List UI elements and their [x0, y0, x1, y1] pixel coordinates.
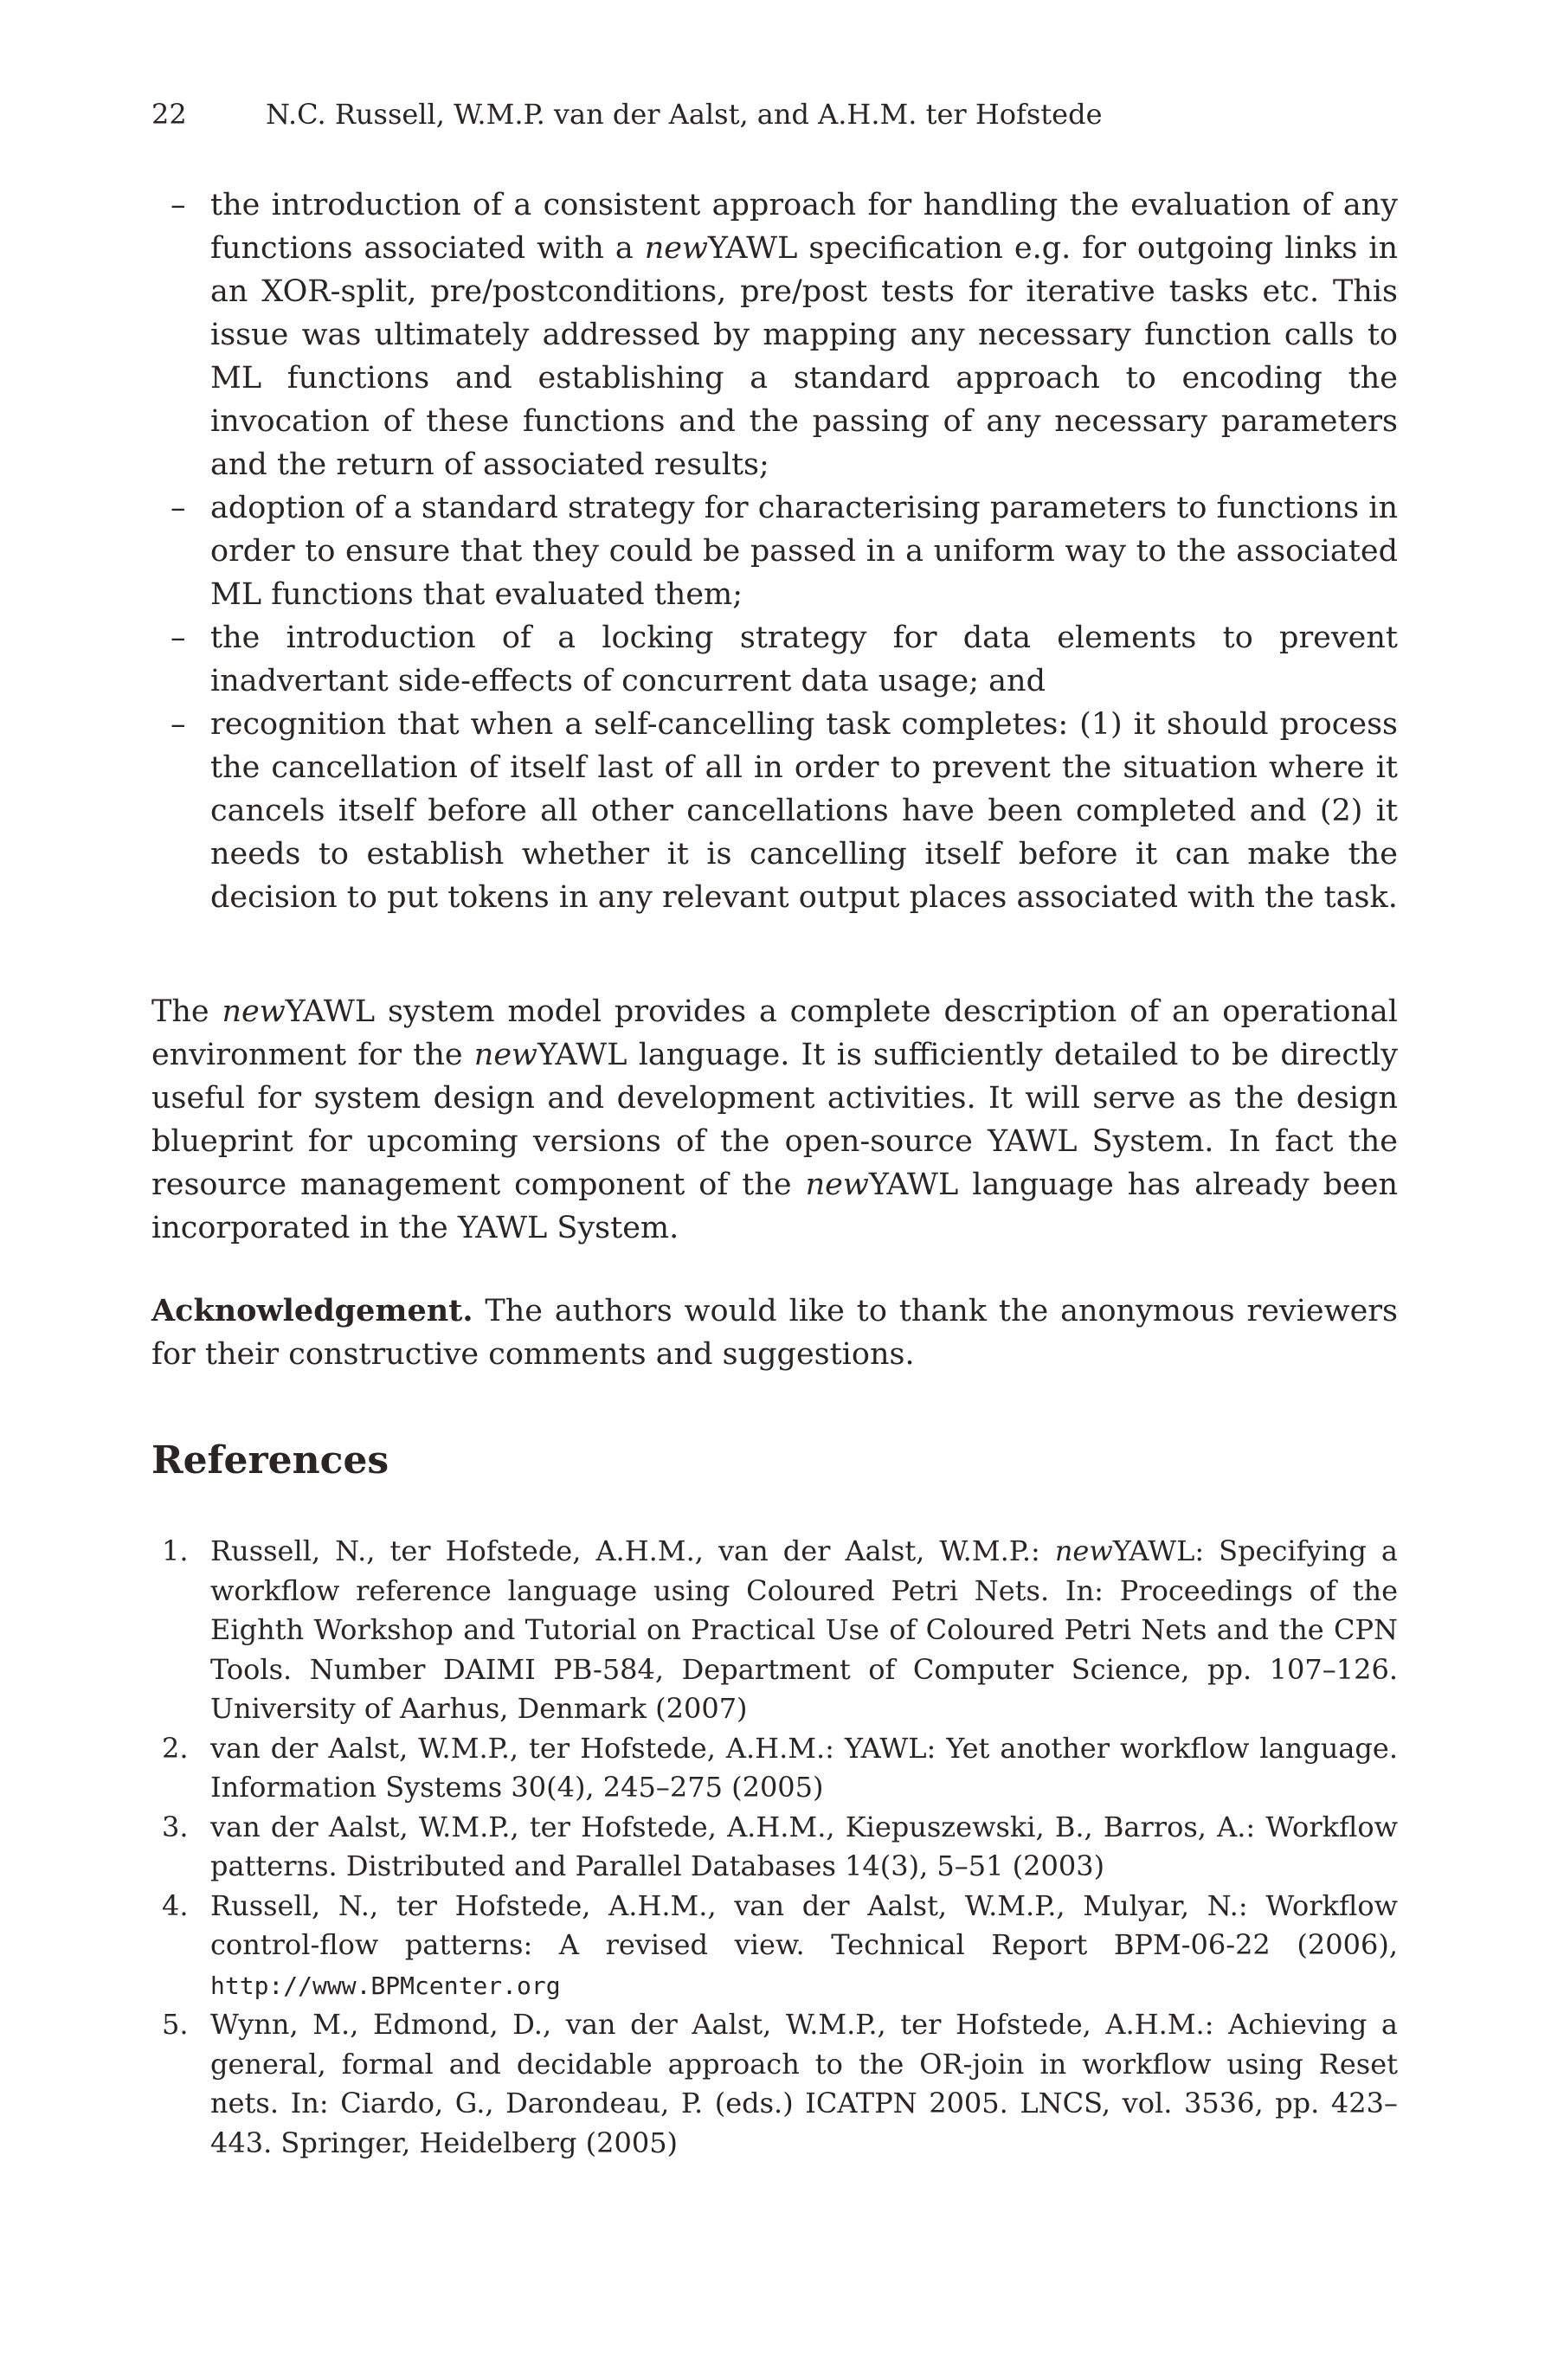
- new-emphasis: new: [473, 1038, 538, 1072]
- reference-text: Wynn, M., Edmond, D., van der Aalst, W.M.P., ter Hofstede, A.H.M.: Achieving a general, formal and decidable approach to the OR-join in workflow using Reset nets. In: Ciardo, G., Darondeau, P. (eds.) ICATPN 2005. LNCS, vol. 3536, pp. 423–443. Springer, Heidelberg (2005): [210, 2008, 1398, 2159]
- reference-text: van der Aalst, W.M.P., ter Hofstede, A.H.M.: YAWL: Yet another workflow language. Information Systems 30(4), 245–275 (2005): [210, 1731, 1398, 1804]
- dash-bullet: –: [171, 188, 186, 222]
- summary-text: YAWL system model provides a complete description of an operational environment for the: [151, 994, 1398, 1072]
- reference-number: 5.: [162, 2008, 189, 2041]
- reference-number: 4.: [162, 1888, 189, 1922]
- acknowledgement-label: Acknowledgement.: [151, 1293, 473, 1328]
- bpm-center-link[interactable]: http://www.BPMcenter.org: [210, 1971, 561, 2000]
- dash-bullet: –: [171, 621, 186, 655]
- summary-text: YAWL language. It is sufficiently detailed to be directly useful for system design and development activities. It will serve as the design blueprint for upcoming versions of the open-source YAWL System. In fact the resource management component of the: [151, 1038, 1398, 1202]
- reference-item: [151, 2005, 1398, 2163]
- reference-text: van der Aalst, W.M.P., ter Hofstede, A.H.M., Kiepuszewski, B., Barros, A.: Workflow patterns. Distributed and Parallel Databases 14(3), 5–51 (2003): [210, 1810, 1398, 1882]
- acknowledgement-text: The authors would like to thank the anonymous reviewers for their constructive comments and suggestions.: [151, 1294, 1398, 1372]
- reference-item: [151, 1532, 1398, 1729]
- reference-text: YAWL: Specifying a workflow reference language using Coloured Petri Nets. In: Proceedings of the Eighth Workshop and Tutorial on Practical Use of Coloured Petri Nets and the CPN Tools. Number DAIMI PB-584, Department of Computer Science, pp. 107–126. University of Aarhus, Denmark (2007): [210, 1534, 1399, 1725]
- new-emphasis: new: [805, 1167, 869, 1202]
- list-item-text: the introduction of a locking strategy for data elements to prevent inadvertant side-effects of concurrent data usage; and: [210, 621, 1398, 698]
- new-emphasis: new: [1054, 1534, 1113, 1567]
- references-heading: References: [151, 1438, 389, 1483]
- reference-number: 1.: [162, 1534, 189, 1567]
- list-item: [151, 703, 1398, 919]
- summary-text: The: [151, 994, 222, 1029]
- reference-item: [151, 1729, 1398, 1808]
- list-item-text: YAWL specification e.g. for outgoing links in an XOR-split, pre/postconditions, pre/post tests for iterative tasks etc. This issue was ultimately addressed by mapping any necessary function calls to ML functions and establishing a standard approach to encoding the invocation of these functions and the passing of any necessary parameters and the return of associated results;: [210, 231, 1398, 482]
- list-item: [151, 616, 1398, 703]
- summary-text: YAWL language has already been incorporated in the YAWL System.: [151, 1167, 1399, 1245]
- list-item: [151, 183, 1398, 486]
- list-item-text: adoption of a standard strategy for characterising parameters to functions in order to ensure that they could be passed in a uniform way to the associated ML functions that evaluated them;: [210, 491, 1398, 612]
- dash-bullet: –: [171, 491, 186, 525]
- summary-paragraph: [151, 990, 1398, 1250]
- running-head-authors: N.C. Russell, W.M.P. van der Aalst, and A.H.M. ter Hofstede: [266, 98, 1103, 131]
- reference-text: Russell, N., ter Hofstede, A.H.M., van der Aalst, W.M.P.:: [210, 1534, 1055, 1567]
- new-emphasis: new: [644, 231, 708, 266]
- new-emphasis: new: [222, 994, 286, 1029]
- dash-bullet: –: [171, 707, 186, 742]
- list-item-text: recognition that when a self-cancelling task completes: (1) it should process the cancellation of itself last of all in order to prevent the situation where it cancels itself before all other cancellations have been completed and (2) it needs to establish whether it is cancelling itself before it can make the decision to put tokens in any relevant output places associated with the task.: [210, 707, 1398, 915]
- running-head: [151, 97, 1398, 132]
- reference-number: 3.: [162, 1810, 189, 1843]
- list-item: [151, 486, 1398, 616]
- reference-number: 2.: [162, 1731, 189, 1765]
- acknowledgement-paragraph: [151, 1290, 1398, 1376]
- reference-item: [151, 1887, 1398, 2006]
- reference-text: Russell, N., ter Hofstede, A.H.M., van der Aalst, W.M.P., Mulyar, N.: Workflow control-flow patterns: A revised view. Technical Report BPM-06-22 (2006),: [210, 1888, 1398, 1961]
- reference-item: [151, 1808, 1398, 1887]
- list-item-text: the introduction of a consistent approach for handling the evaluation of any functions associated with a: [210, 188, 1398, 266]
- contribution-list: [151, 183, 1398, 919]
- page-number: 22: [151, 98, 187, 131]
- reference-list: [151, 1532, 1398, 2163]
